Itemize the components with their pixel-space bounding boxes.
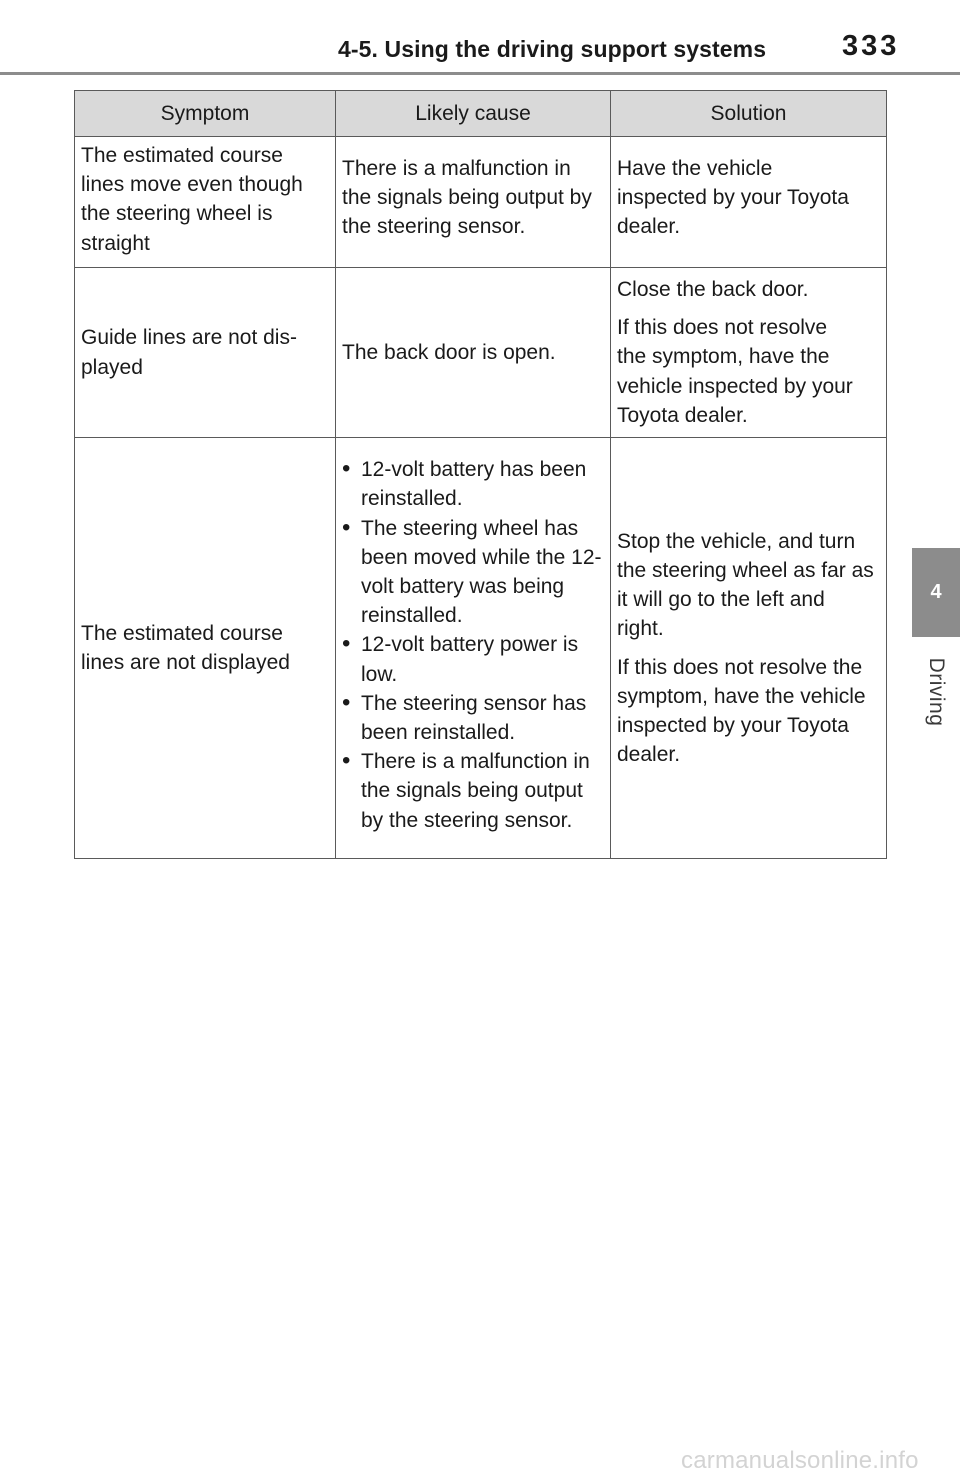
cause-text: The back door is open. <box>342 340 556 364</box>
chapter-label: Driving <box>925 657 948 727</box>
solution-cell <box>611 438 887 859</box>
symptom-text: The estimated course lines move even though the steering wheel is straight <box>81 144 303 255</box>
chapter-tab[interactable] <box>912 548 960 637</box>
watermark: carmanualsonline.info <box>681 1447 919 1474</box>
cause-cell <box>336 137 611 268</box>
list-item: • There is a malfunction in the signals being output by the steering sensor. <box>342 747 604 835</box>
symptom-text: Guide lines are not dis-played <box>81 326 297 379</box>
cause-list <box>342 455 604 835</box>
table-row <box>75 438 887 859</box>
solution-text: Have the vehicle inspected by your Toyota dealer. <box>617 157 849 239</box>
column-header-solution: Solution <box>611 91 887 137</box>
cause-cell <box>336 268 611 438</box>
table-header-row <box>75 91 887 137</box>
symptom-text: The estimated course lines are not displayed <box>81 621 290 674</box>
list-item: • The steering sensor has been reinstalled. <box>342 689 604 747</box>
troubleshooting-table <box>74 90 887 859</box>
header-divider <box>0 72 960 75</box>
solution-text: If this does not resolve the symptom, have the vehicle inspected by your Toyota dealer. <box>617 316 853 427</box>
solution-text: Close the back door. <box>617 277 809 301</box>
solution-cell <box>611 137 887 268</box>
solution-cell <box>611 268 887 438</box>
cause-cell <box>336 438 611 859</box>
list-item: • 12-volt battery has been reinstalled. <box>342 455 604 513</box>
table-row <box>75 137 887 268</box>
list-item: • The steering wheel has been moved while the 12-volt battery was being reinstalled. <box>342 514 604 631</box>
section-title: 4-5. Using the driving support systems <box>338 36 767 62</box>
symptom-cell <box>75 268 336 438</box>
table-row <box>75 268 887 438</box>
solution-text: If this does not resolve the symptom, have the vehicle inspected by your Toyota dealer. <box>617 655 866 767</box>
solution-text: Stop the vehicle, and turn the steering wheel as far as it will go to the left and right. <box>617 529 874 641</box>
symptom-cell <box>75 438 336 859</box>
page-number: 333 <box>842 30 900 62</box>
cause-text: There is a malfunction in the signals being output by the steering sensor. <box>342 157 592 239</box>
column-header-likely-cause: Likely cause <box>336 91 611 137</box>
list-item: • 12-volt battery power is low. <box>342 630 604 688</box>
column-header-symptom: Symptom <box>75 91 336 137</box>
chapter-number: 4 <box>930 581 942 603</box>
symptom-cell <box>75 137 336 268</box>
